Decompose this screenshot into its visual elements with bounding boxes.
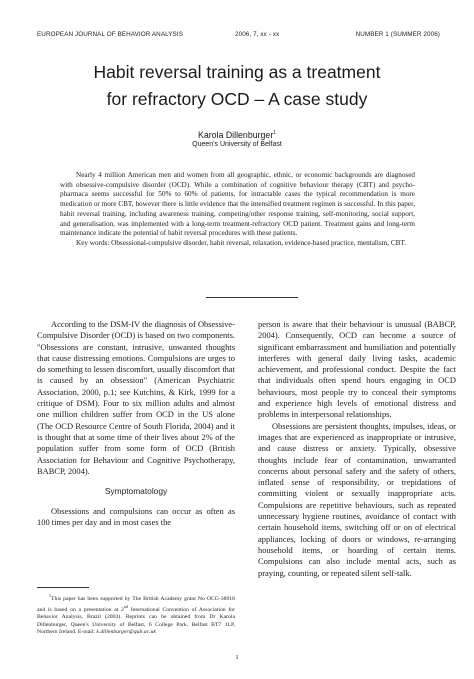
body-left-column — [37, 319, 235, 529]
section-heading: Symptomatology — [104, 486, 168, 497]
journal-name: EUROPEAN JOURNAL OF BEHAVIOR ANALYSIS — [37, 31, 183, 38]
author-name-text: Karola Dillenburger — [197, 130, 274, 140]
section-divider — [206, 297, 298, 298]
author-affiliation: Queen's University of Belfast — [192, 141, 282, 148]
page-number: 1 — [235, 654, 239, 661]
footnote-superscript: nd — [123, 604, 128, 610]
volume-info: 2006, 7, xx - xx — [235, 31, 280, 38]
keywords: Key words: Obsessional-compulsive disorder, habit reversal, relaxation, evidence-based practice, mentalism, CBT. — [76, 238, 407, 247]
footnote-rule — [37, 587, 89, 588]
author-email: k.dillenburger@qub.ac.uk — [96, 628, 156, 635]
footnote-mark: 1 — [49, 593, 51, 598]
footnote-text — [37, 592, 235, 636]
footnote — [37, 592, 235, 636]
body-paragraph: According to the DSM-IV the diagnosis of Obsessive-Compulsive Disorder (OCD) is based on two components. "Obsessions are constant, intrusive, unwanted thoughts that cause distressing emotions. Compulsions are urges to do something to lessen discomfort, usually discomfort that is caused by an obsession" (American Psychiatric Association, 2000, p.1; see Kutchins, & Kirk, 1999 for a critique of DSM). Four to six million adults and almost one million children suffer from OCD in the US alone (The OCD Resource Centre of South Florida, 2004) and it is thought that at some time of their lives about 2% of the population suffer from some form of OCD (British Association for Behaviour and Cognitive Psychotherapy, BABCP, 2004). — [37, 319, 235, 476]
body-right-column — [258, 319, 456, 579]
abstract-text: Nearly 4 million American men and women from all geographic, ethnic, or economic backgrounds are diagnosed with obsessive-compulsive disorder (OCD). While a combination of cognitive behaviour therapy (CBT) and psycho-pharmaca seems successful for 50% to 60% of patients, for intractable cases the typical recommendation is more medication or more CBT, however there is little evidence that the intensified treatment regimen is successful. In this paper, habit reversal training, including awareness training, competing/other response training, self-monitoring, social support, and generalisation, was implemented with a long-term treatment-refractory OCD patient. Treatment gains and long-term maintenance indicate the potential of habit reversal procedures with these patients. — [60, 171, 415, 238]
title-line-2: for refractory OCD – A case study — [106, 89, 368, 109]
author-footnote-mark: 1 — [273, 130, 277, 137]
running-head — [37, 31, 440, 41]
body-paragraph: Obsessions are persistent thoughts, impulses, ideas, or images that are experienced as inappropriate or intrusive, and cause distress or anxiety. Typically, obsessive thoughts include fear of contamination, unwarranted concerns about personal safety and the safety of others, inflated sense of responsibility, or trepidations of committing violent or sexually inappropriate acts. Compulsions are repetitive behaviours, such as repeated unnecessary hygiene routines, avoidance of contact with certain household items, switching off or on of electrical appliances, locking of doors or windows, re-arranging household items, or hoarding of certain items. Compulsions can also include mental acts, such as praying, counting, or repeated silent self-talk. — [258, 420, 456, 578]
issue-info: NUMBER 1 (SUMMER 2006) — [355, 31, 440, 38]
abstract — [60, 171, 415, 249]
body-paragraph: Obsessions and compulsions can occur as often as 100 times per day and in most cases the — [37, 506, 235, 528]
footnote-part-2: International Convention of Association for Behavior Analysis, Brazil (2003). Reprints can be obtained from Dr Karola Dillenburger, Queen's University of Belfast, 6 College Park, Belfast BT7 1LP, Northern Ireland. E-mail: — [37, 607, 235, 635]
body-paragraph: person is aware that their behaviour is unusual (BABCP, 2004). Consequently, OCD can become a source of significant embarrassment and humiliation and potentially interferes with general daily living tasks, academic achievement, and professional conduct. Despite the fact that individuals often spend hours engaging in OCD behaviours, most people try to conceal their symptoms and experience high levels of emotional distress and problems in interpersonal relationships. — [258, 319, 456, 420]
footnote-part-1: This paper has been supported by The British Academy grant No OCG-38918 and is based on a presentation at 2 — [37, 595, 235, 614]
author-name — [0, 130, 474, 140]
paper-title — [0, 59, 474, 113]
title-line-1: Habit reversal training as a treatment — [93, 62, 381, 82]
